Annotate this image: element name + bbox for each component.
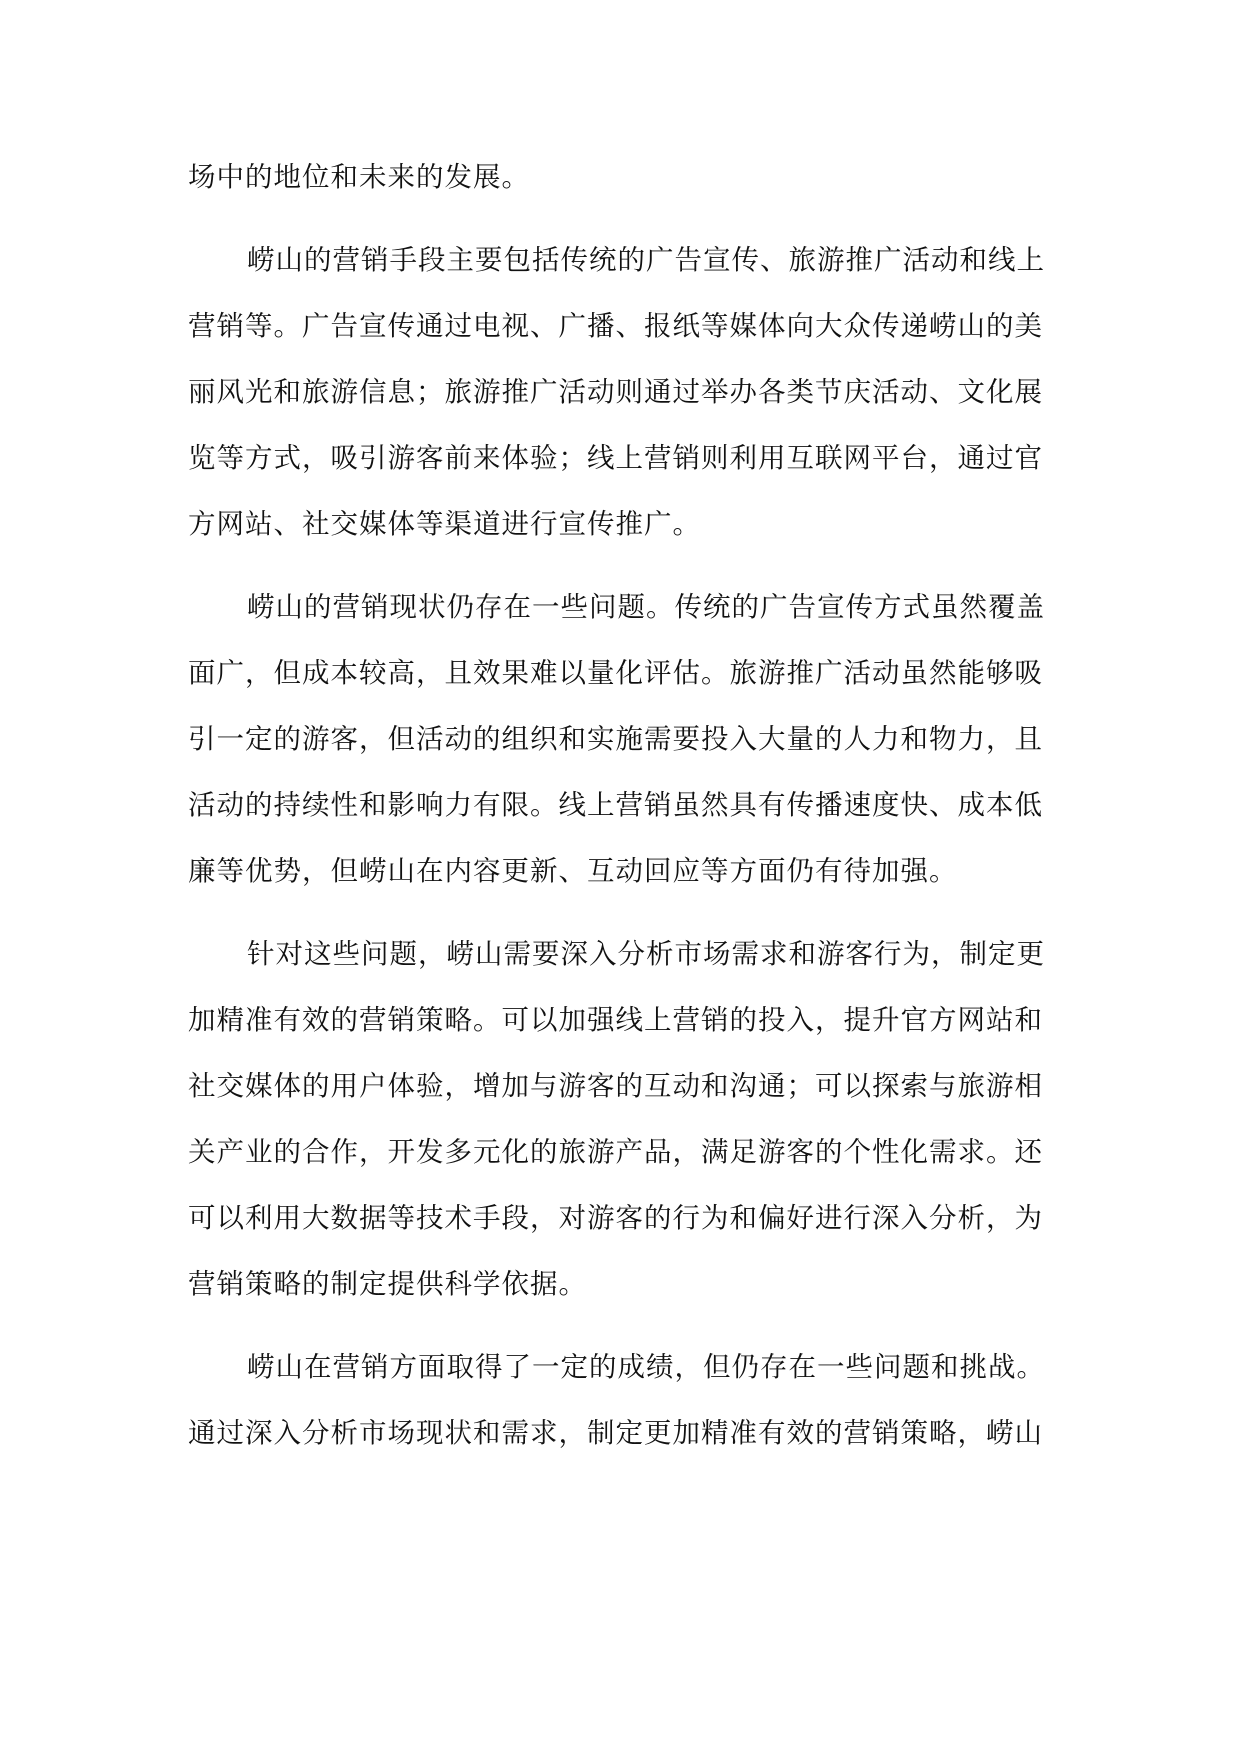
paragraph-line: 引一定的游客，但活动的组织和实施需要投入大量的人力和物力，且 <box>188 723 1043 755</box>
paragraph-line: 可以利用大数据等技术手段，对游客的行为和偏好进行深入分析，为 <box>188 1202 1043 1234</box>
paragraph-line: 方网站、社交媒体等渠道进行宣传推广。 <box>188 508 701 540</box>
paragraph-line: 关产业的合作，开发多元化的旅游产品，满足游客的个性化需求。还 <box>188 1136 1043 1168</box>
paragraph-line: 面广，但成本较高，且效果难以量化评估。旅游推广活动虽然能够吸 <box>188 657 1043 689</box>
paragraph-line: 廉等优势，但崂山在内容更新、互动回应等方面仍有待加强。 <box>188 855 958 887</box>
paragraph-line: 崂山的营销手段主要包括传统的广告宣传、旅游推广活动和线上 <box>247 244 1045 276</box>
document-body <box>188 144 1058 1466</box>
paragraph-line: 丽风光和旅游信息；旅游推广活动则通过举办各类节庆活动、文化展 <box>188 376 1043 408</box>
paragraph-line: 加精准有效的营销策略。可以加强线上营销的投入，提升官方网站和 <box>188 1004 1043 1036</box>
paragraph-line: 营销等。广告宣传通过电视、广播、报纸等媒体向大众传递崂山的美 <box>188 310 1043 342</box>
paragraph-line: 崂山在营销方面取得了一定的成绩，但仍存在一些问题和挑战。 <box>247 1351 1045 1383</box>
paragraph-line: 通过深入分析市场现状和需求，制定更加精准有效的营销策略，崂山 <box>188 1417 1043 1449</box>
paragraph-line: 活动的持续性和影响力有限。线上营销虽然具有传播速度快、成本低 <box>188 789 1043 821</box>
paragraph-line: 针对这些问题，崂山需要深入分析市场需求和游客行为，制定更 <box>247 938 1045 970</box>
paragraph-line: 场中的地位和未来的发展。 <box>188 161 530 193</box>
paragraph-line: 营销策略的制定提供科学依据。 <box>188 1268 587 1300</box>
paragraph-line: 崂山的营销现状仍存在一些问题。传统的广告宣传方式虽然覆盖 <box>247 591 1045 623</box>
paragraph-line: 社交媒体的用户体验，增加与游客的互动和沟通；可以探索与旅游相 <box>188 1070 1043 1102</box>
paragraph-line: 览等方式，吸引游客前来体验；线上营销则利用互联网平台，通过官 <box>188 442 1043 474</box>
